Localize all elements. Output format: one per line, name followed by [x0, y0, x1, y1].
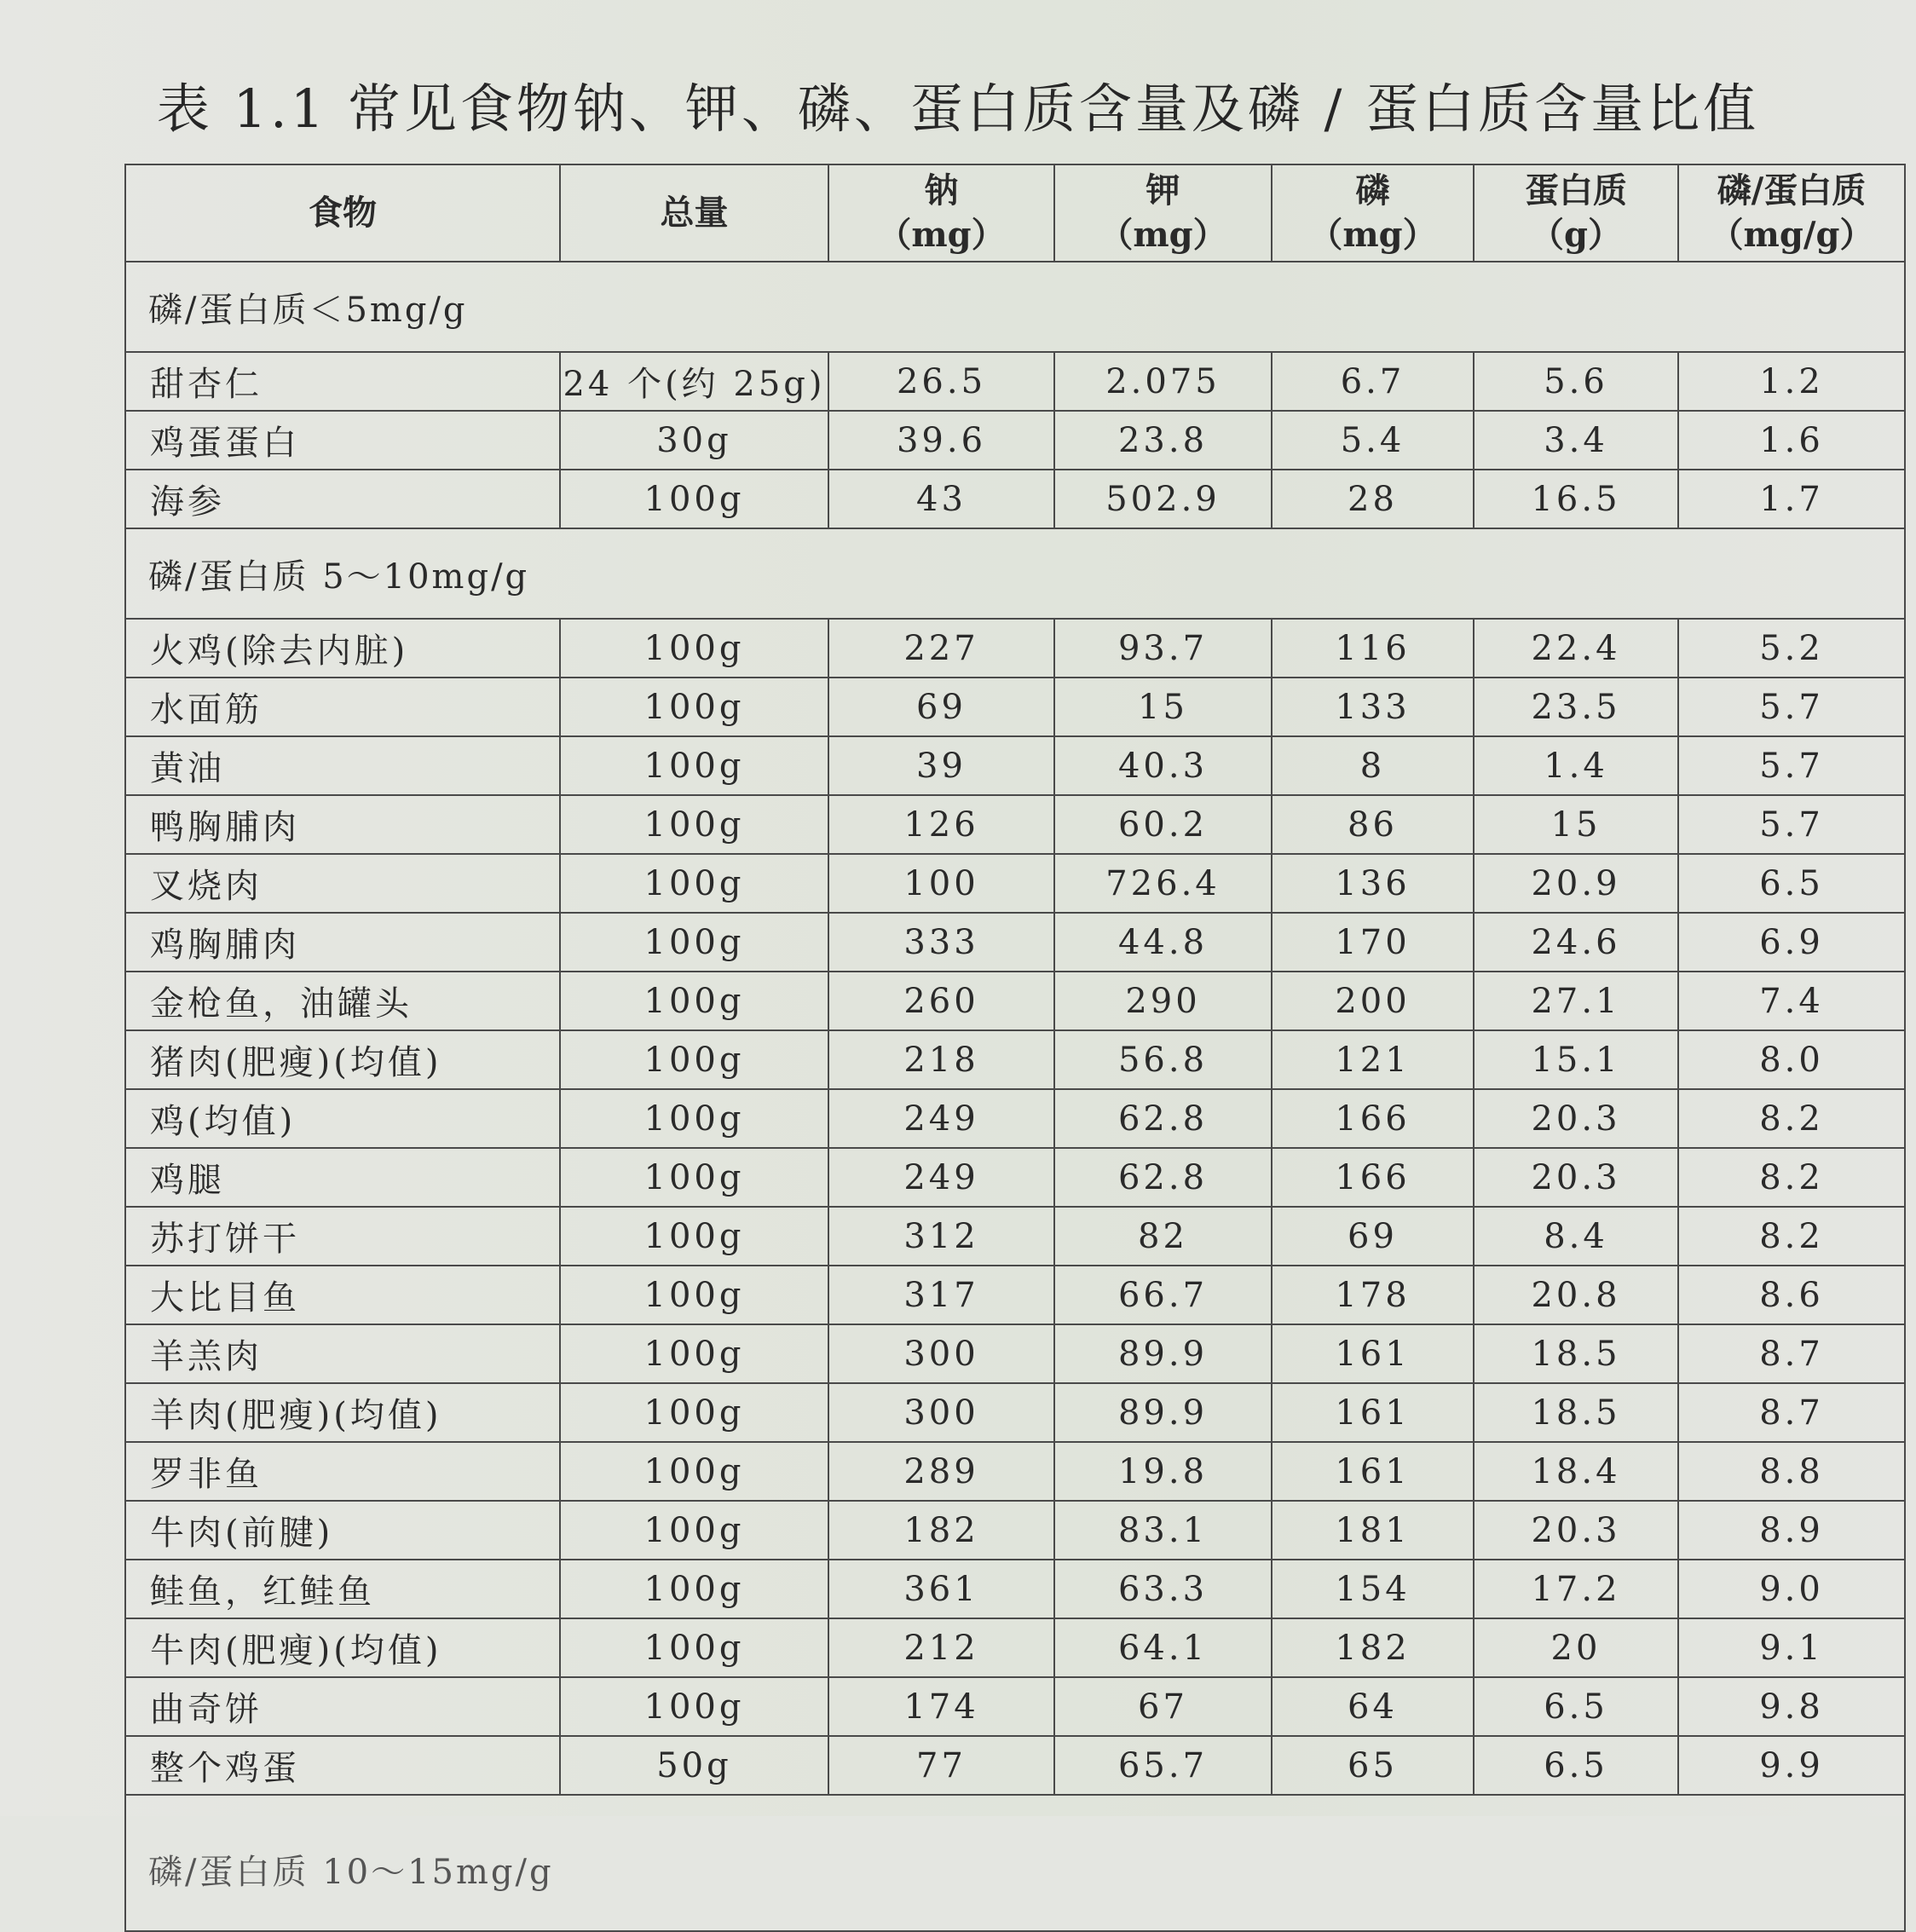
cell-ratio: 5.2: [1678, 619, 1905, 678]
table-row: [125, 1736, 1905, 1795]
table-row: [125, 1207, 1905, 1266]
cell-potassium: 15: [1054, 678, 1272, 736]
cell-food: 鸡蛋蛋白: [125, 411, 560, 470]
table-row: [125, 1266, 1905, 1324]
cell-phosphorus: 154: [1272, 1560, 1474, 1618]
cell-phosphorus: 166: [1272, 1148, 1474, 1207]
cell-sodium: 77: [828, 1736, 1054, 1795]
cell-sodium: 26.5: [828, 352, 1054, 411]
header-phosphorus: 磷 （mg）: [1272, 164, 1474, 262]
cell-phosphorus: 64: [1272, 1677, 1474, 1736]
cell-food: 鸭胸脯肉: [125, 795, 560, 854]
cell-sodium: 126: [828, 795, 1054, 854]
cell-ratio: 1.6: [1678, 411, 1905, 470]
cell-protein: 18.5: [1474, 1324, 1678, 1383]
cell-food: 苏打饼干: [125, 1207, 560, 1266]
cell-potassium: 82: [1054, 1207, 1272, 1266]
section-row-partial: [125, 1795, 1905, 1931]
table-row: [125, 1560, 1905, 1618]
cell-amount: 100g: [560, 470, 828, 528]
table-row: [125, 1677, 1905, 1736]
cell-potassium: 89.9: [1054, 1383, 1272, 1442]
table-row: [125, 795, 1905, 854]
cell-ratio: 8.6: [1678, 1266, 1905, 1324]
cell-food: 金枪鱼，油罐头: [125, 972, 560, 1030]
cell-sodium: 300: [828, 1383, 1054, 1442]
cell-potassium: 19.8: [1054, 1442, 1272, 1501]
cell-potassium: 44.8: [1054, 913, 1272, 972]
table-body: [125, 262, 1905, 1931]
cell-sodium: 333: [828, 913, 1054, 972]
cell-amount: 50g: [560, 1736, 828, 1795]
cell-sodium: 249: [828, 1148, 1054, 1207]
cell-food: 鸡胸脯肉: [125, 913, 560, 972]
cell-amount: 100g: [560, 854, 828, 913]
table-row: [125, 470, 1905, 528]
cell-amount: 100g: [560, 1677, 828, 1736]
cell-potassium: 23.8: [1054, 411, 1272, 470]
cell-protein: 20: [1474, 1618, 1678, 1677]
cell-phosphorus: 65: [1272, 1736, 1474, 1795]
table-row: [125, 1030, 1905, 1089]
header-potassium: 钾 （mg）: [1054, 164, 1272, 262]
header-amount: 总量: [560, 164, 828, 262]
section-label: 磷/蛋白质＜5mg/g: [125, 262, 1905, 352]
header-sodium: 钠 （mg）: [828, 164, 1054, 262]
cell-protein: 5.6: [1474, 352, 1678, 411]
table-row: [125, 972, 1905, 1030]
cell-protein: 24.6: [1474, 913, 1678, 972]
cell-ratio: 6.9: [1678, 913, 1905, 972]
cell-phosphorus: 6.7: [1272, 352, 1474, 411]
header-protein: 蛋白质 （g）: [1474, 164, 1678, 262]
cell-sodium: 69: [828, 678, 1054, 736]
cell-phosphorus: 133: [1272, 678, 1474, 736]
cell-protein: 20.3: [1474, 1501, 1678, 1560]
cell-food: 羊肉(肥瘦)(均值): [125, 1383, 560, 1442]
cell-sodium: 39: [828, 736, 1054, 795]
cell-sodium: 212: [828, 1618, 1054, 1677]
cell-phosphorus: 136: [1272, 854, 1474, 913]
cell-amount: 24 个(约 25g): [560, 352, 828, 411]
cell-amount: 100g: [560, 1089, 828, 1148]
cell-potassium: 64.1: [1054, 1618, 1272, 1677]
cell-protein: 20.8: [1474, 1266, 1678, 1324]
cell-ratio: 1.2: [1678, 352, 1905, 411]
cell-ratio: 5.7: [1678, 795, 1905, 854]
cell-ratio: 8.2: [1678, 1207, 1905, 1266]
cell-sodium: 317: [828, 1266, 1054, 1324]
cell-phosphorus: 69: [1272, 1207, 1474, 1266]
cell-phosphorus: 8: [1272, 736, 1474, 795]
cell-protein: 1.4: [1474, 736, 1678, 795]
cell-food: 牛肉(前腱): [125, 1501, 560, 1560]
cell-sodium: 300: [828, 1324, 1054, 1383]
table-row: [125, 1442, 1905, 1501]
cell-protein: 17.2: [1474, 1560, 1678, 1618]
cell-protein: 3.4: [1474, 411, 1678, 470]
cell-potassium: 290: [1054, 972, 1272, 1030]
cell-sodium: 361: [828, 1560, 1054, 1618]
cell-protein: 15.1: [1474, 1030, 1678, 1089]
cell-food: 鲑鱼，红鲑鱼: [125, 1560, 560, 1618]
cell-phosphorus: 181: [1272, 1501, 1474, 1560]
cell-potassium: 40.3: [1054, 736, 1272, 795]
section-label: 磷/蛋白质 10～15mg/g: [125, 1795, 1905, 1931]
cell-amount: 100g: [560, 736, 828, 795]
cell-sodium: 39.6: [828, 411, 1054, 470]
cell-protein: 27.1: [1474, 972, 1678, 1030]
cell-protein: 18.5: [1474, 1383, 1678, 1442]
cell-amount: 100g: [560, 1383, 828, 1442]
cell-sodium: 100: [828, 854, 1054, 913]
cell-phosphorus: 166: [1272, 1089, 1474, 1148]
cell-potassium: 62.8: [1054, 1148, 1272, 1207]
cell-phosphorus: 178: [1272, 1266, 1474, 1324]
cell-amount: 100g: [560, 1560, 828, 1618]
cell-phosphorus: 161: [1272, 1383, 1474, 1442]
table-row: [125, 619, 1905, 678]
cell-amount: 100g: [560, 678, 828, 736]
cell-food: 鸡(均值): [125, 1089, 560, 1148]
table-row: [125, 1501, 1905, 1560]
cell-potassium: 502.9: [1054, 470, 1272, 528]
cell-food: 羊羔肉: [125, 1324, 560, 1383]
cell-amount: 100g: [560, 913, 828, 972]
cell-protein: 15: [1474, 795, 1678, 854]
header-food: 食物: [125, 164, 560, 262]
cell-food: 罗非鱼: [125, 1442, 560, 1501]
cell-food: 牛肉(肥瘦)(均值): [125, 1618, 560, 1677]
cell-amount: 100g: [560, 1148, 828, 1207]
cell-potassium: 56.8: [1054, 1030, 1272, 1089]
section-row: [125, 528, 1905, 619]
header-row: [125, 164, 1905, 262]
table-row: [125, 1383, 1905, 1442]
section-row: [125, 262, 1905, 352]
cell-ratio: 1.7: [1678, 470, 1905, 528]
cell-sodium: 218: [828, 1030, 1054, 1089]
cell-ratio: 7.4: [1678, 972, 1905, 1030]
cell-protein: 18.4: [1474, 1442, 1678, 1501]
cell-phosphorus: 5.4: [1272, 411, 1474, 470]
cell-food: 大比目鱼: [125, 1266, 560, 1324]
cell-potassium: 83.1: [1054, 1501, 1272, 1560]
cell-potassium: 93.7: [1054, 619, 1272, 678]
cell-amount: 100g: [560, 1030, 828, 1089]
cell-phosphorus: 200: [1272, 972, 1474, 1030]
cell-protein: 6.5: [1474, 1736, 1678, 1795]
cell-ratio: 8.7: [1678, 1324, 1905, 1383]
cell-sodium: 182: [828, 1501, 1054, 1560]
cell-amount: 100g: [560, 1324, 828, 1383]
cell-amount: 30g: [560, 411, 828, 470]
cell-ratio: 8.9: [1678, 1501, 1905, 1560]
cell-ratio: 5.7: [1678, 736, 1905, 795]
cell-protein: 23.5: [1474, 678, 1678, 736]
section-label: 磷/蛋白质 5～10mg/g: [125, 528, 1905, 619]
cell-ratio: 8.7: [1678, 1383, 1905, 1442]
cell-phosphorus: 86: [1272, 795, 1474, 854]
cell-food: 鸡腿: [125, 1148, 560, 1207]
cell-sodium: 249: [828, 1089, 1054, 1148]
cell-ratio: 9.8: [1678, 1677, 1905, 1736]
cell-amount: 100g: [560, 972, 828, 1030]
cell-food: 猪肉(肥瘦)(均值): [125, 1030, 560, 1089]
cell-food: 黄油: [125, 736, 560, 795]
cell-ratio: 8.2: [1678, 1089, 1905, 1148]
cell-food: 甜杏仁: [125, 352, 560, 411]
cell-sodium: 227: [828, 619, 1054, 678]
table-row: [125, 1089, 1905, 1148]
cell-potassium: 67: [1054, 1677, 1272, 1736]
cell-amount: 100g: [560, 1266, 828, 1324]
cell-phosphorus: 161: [1272, 1442, 1474, 1501]
cell-sodium: 312: [828, 1207, 1054, 1266]
cell-protein: 20.3: [1474, 1089, 1678, 1148]
table-row: [125, 1618, 1905, 1677]
cell-potassium: 63.3: [1054, 1560, 1272, 1618]
cell-food: 水面筋: [125, 678, 560, 736]
cell-potassium: 2.075: [1054, 352, 1272, 411]
cell-sodium: 174: [828, 1677, 1054, 1736]
cell-amount: 100g: [560, 1207, 828, 1266]
cell-amount: 100g: [560, 795, 828, 854]
cell-amount: 100g: [560, 1442, 828, 1501]
cell-food: 整个鸡蛋: [125, 1736, 560, 1795]
cell-potassium: 726.4: [1054, 854, 1272, 913]
cell-ratio: 8.8: [1678, 1442, 1905, 1501]
cell-amount: 100g: [560, 1501, 828, 1560]
cell-food: 火鸡(除去内脏): [125, 619, 560, 678]
cell-protein: 20.3: [1474, 1148, 1678, 1207]
cell-phosphorus: 121: [1272, 1030, 1474, 1089]
cell-phosphorus: 161: [1272, 1324, 1474, 1383]
cell-phosphorus: 182: [1272, 1618, 1474, 1677]
cell-amount: 100g: [560, 1618, 828, 1677]
cell-protein: 6.5: [1474, 1677, 1678, 1736]
cell-protein: 22.4: [1474, 619, 1678, 678]
table-row: [125, 854, 1905, 913]
table-row: [125, 1148, 1905, 1207]
table-row: [125, 352, 1905, 411]
table-row: [125, 736, 1905, 795]
cell-ratio: 8.2: [1678, 1148, 1905, 1207]
header-ratio: 磷/蛋白质 （mg/g）: [1678, 164, 1905, 262]
table-title: 表 1.1 常见食物钠、钾、磷、蛋白质含量及磷 / 蛋白质含量比值: [156, 78, 1760, 140]
cell-protein: 8.4: [1474, 1207, 1678, 1266]
cell-food: 海参: [125, 470, 560, 528]
cell-ratio: 9.9: [1678, 1736, 1905, 1795]
cell-ratio: 8.0: [1678, 1030, 1905, 1089]
cell-sodium: 43: [828, 470, 1054, 528]
cell-ratio: 9.1: [1678, 1618, 1905, 1677]
cell-ratio: 9.0: [1678, 1560, 1905, 1618]
cell-phosphorus: 116: [1272, 619, 1474, 678]
cell-food: 叉烧肉: [125, 854, 560, 913]
cell-food: 曲奇饼: [125, 1677, 560, 1736]
cell-sodium: 289: [828, 1442, 1054, 1501]
cell-ratio: 6.5: [1678, 854, 1905, 913]
table-row: [125, 678, 1905, 736]
cell-potassium: 62.8: [1054, 1089, 1272, 1148]
cell-protein: 16.5: [1474, 470, 1678, 528]
cell-phosphorus: 170: [1272, 913, 1474, 972]
table-row: [125, 411, 1905, 470]
cell-potassium: 65.7: [1054, 1736, 1272, 1795]
cell-protein: 20.9: [1474, 854, 1678, 913]
cell-potassium: 60.2: [1054, 795, 1272, 854]
cell-potassium: 89.9: [1054, 1324, 1272, 1383]
cell-sodium: 260: [828, 972, 1054, 1030]
cell-phosphorus: 28: [1272, 470, 1474, 528]
table-row: [125, 913, 1905, 972]
cell-potassium: 66.7: [1054, 1266, 1272, 1324]
cell-ratio: 5.7: [1678, 678, 1905, 736]
cell-amount: 100g: [560, 619, 828, 678]
nutrition-table: [124, 164, 1906, 1932]
table-row: [125, 1324, 1905, 1383]
